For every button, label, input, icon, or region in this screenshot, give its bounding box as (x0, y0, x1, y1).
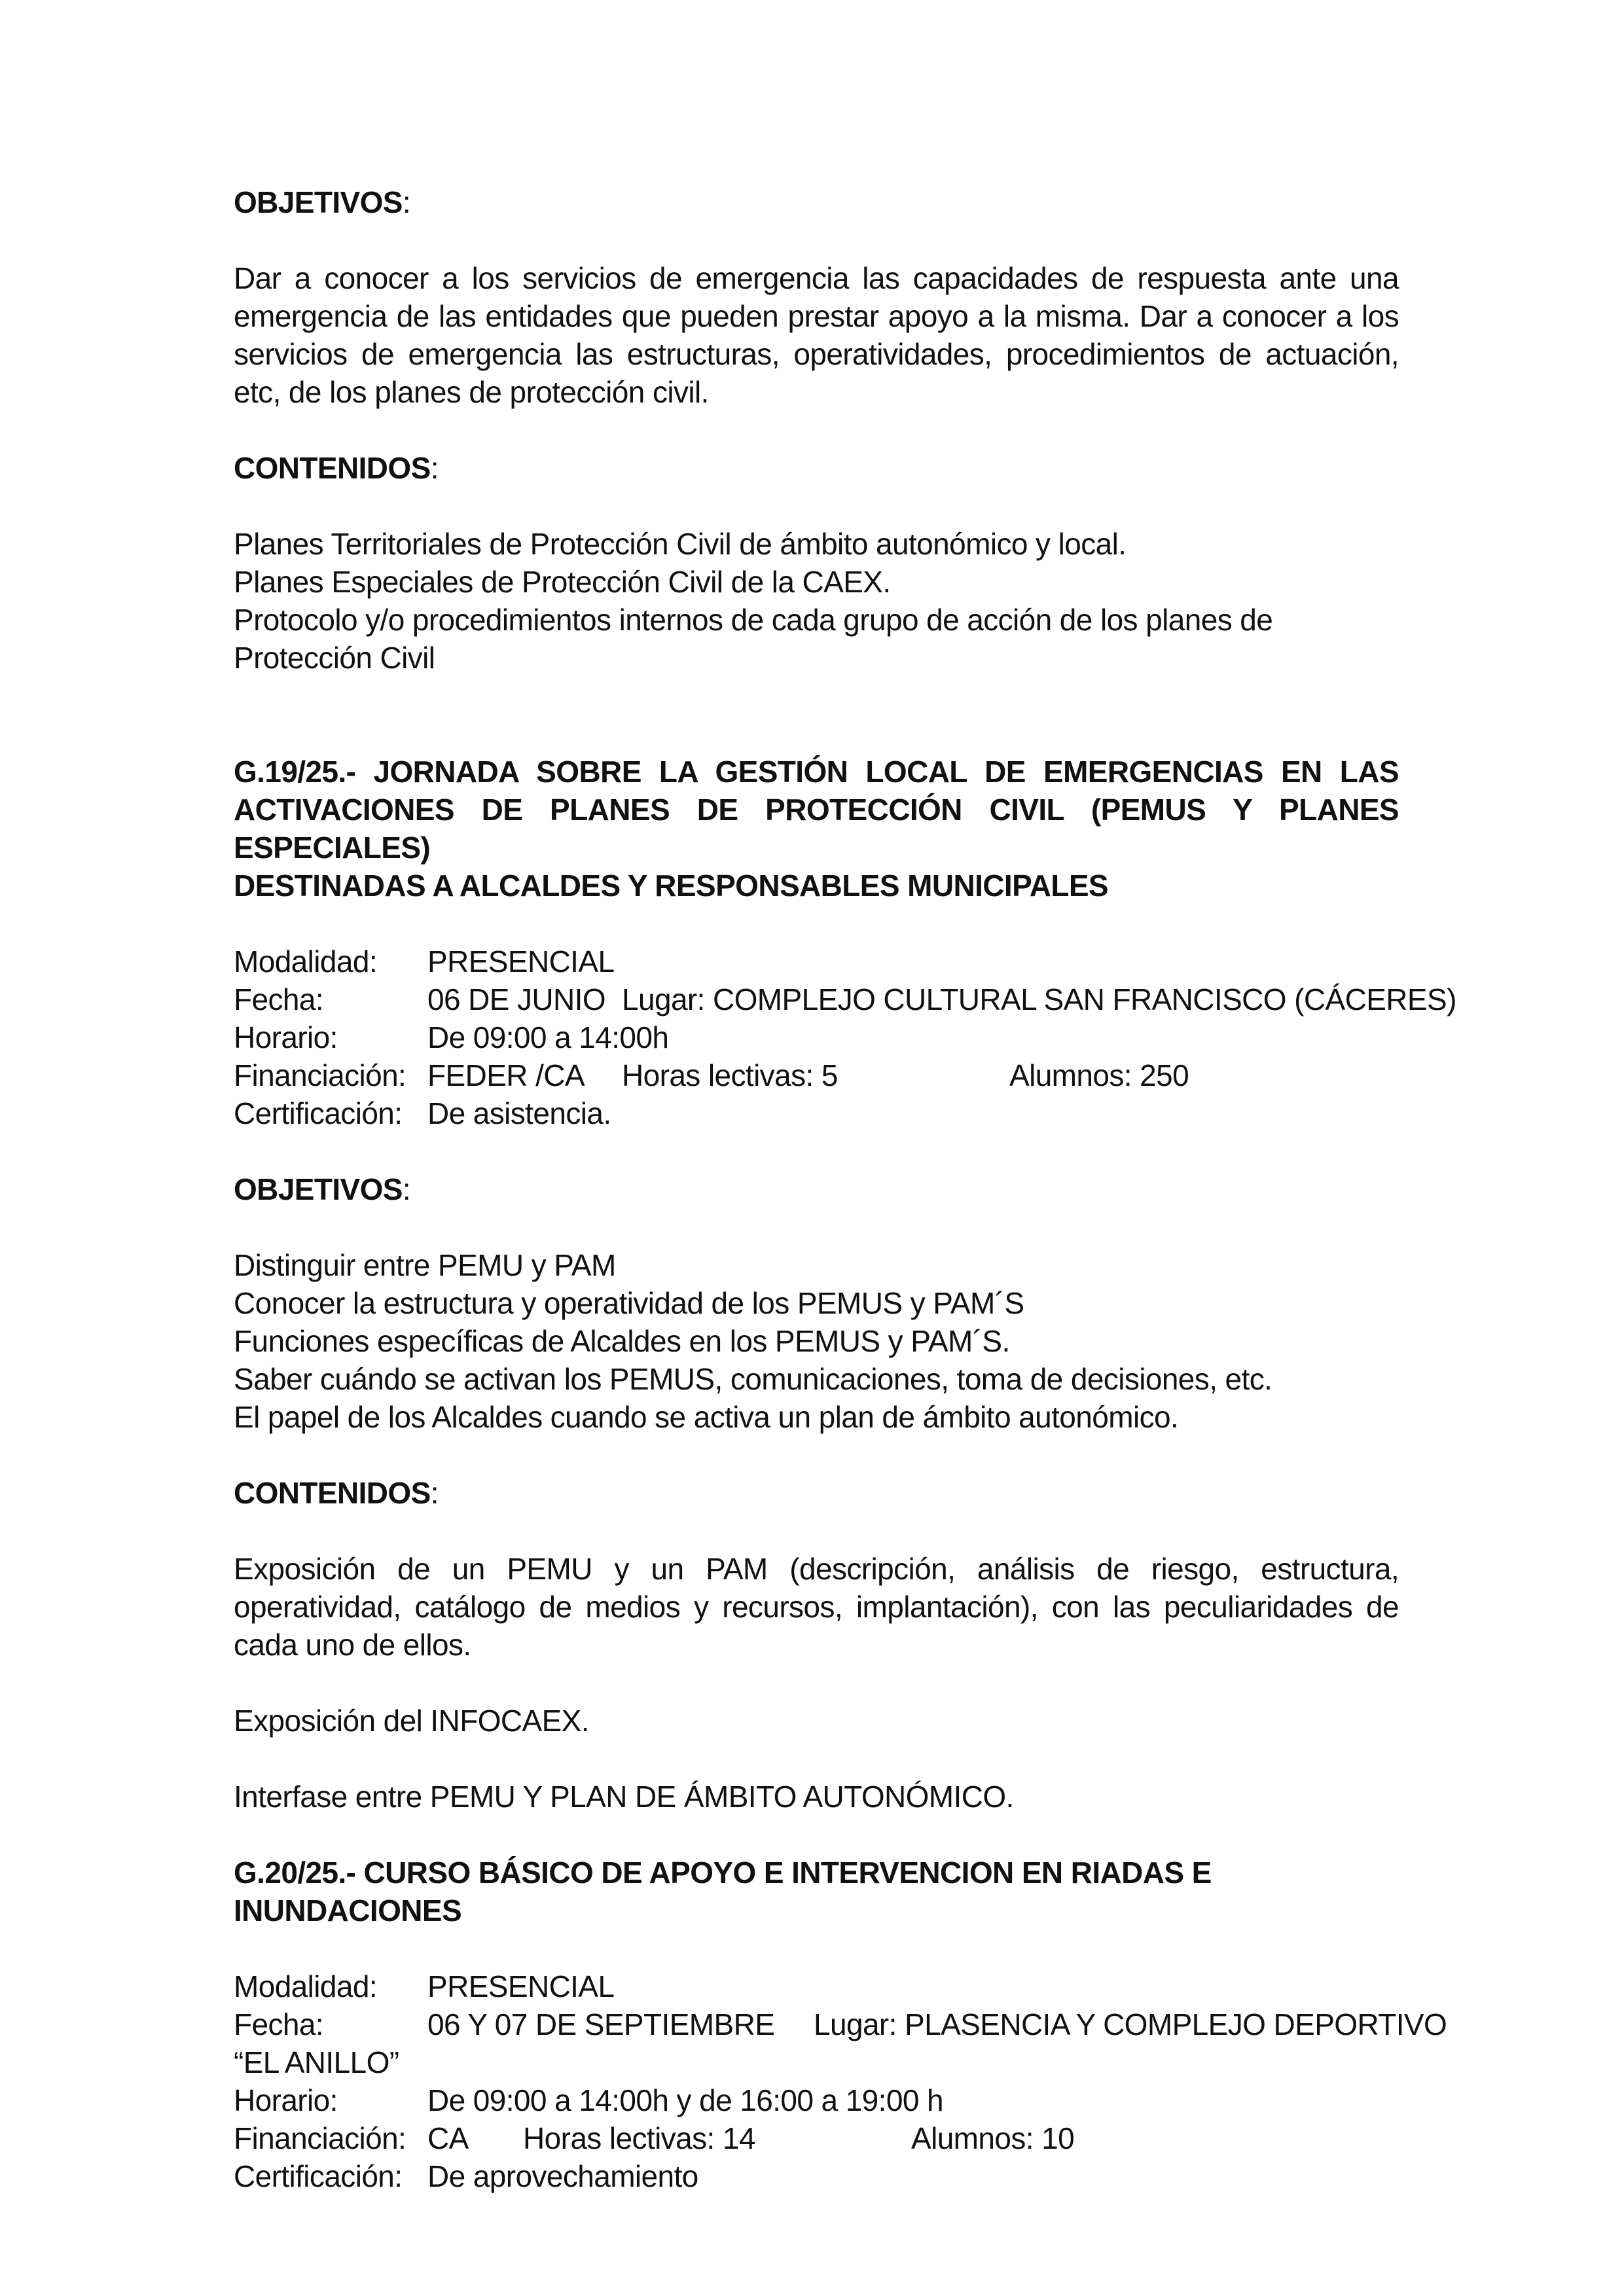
list-item: Conocer la estructura y operatividad de los PEMUS y PAM´S (234, 1286, 1024, 1320)
alumnos: Alumnos: 250 (1009, 1058, 1189, 1092)
modalidad-label: Modalidad: (234, 1969, 378, 2003)
horario-label: Horario: (234, 1020, 338, 1054)
modalidad-value: PRESENCIAL (427, 944, 615, 978)
list-item: Distinguir entre PEMU y PAM (234, 1248, 616, 1282)
contenidos-heading: CONTENIDOS: (234, 451, 439, 485)
list-item: El papel de los Alcaldes cuando se activa un plan de ámbito autonómico. (234, 1400, 1179, 1434)
certificacion-value: De aprovechamiento (427, 2159, 698, 2193)
financiacion-value: CA (427, 2121, 469, 2155)
lugar-value: Lugar: COMPLEJO CULTURAL SAN FRANCISCO (CÁCERES) (622, 982, 1456, 1016)
fecha-value: 06 DE JUNIO (427, 982, 606, 1016)
course-20-title: G.20/25.- CURSO BÁSICO DE APOYO E INTERVENCION EN RIADAS E INUNDACIONES (234, 1856, 1212, 1928)
objetivos-list (234, 1246, 1399, 1436)
certificacion-label: Certificación: (234, 1096, 403, 1130)
financiacion-label: Financiación: (234, 1058, 406, 1092)
course-20-details (234, 1967, 1447, 2195)
horario-value: De 09:00 a 14:00h (427, 1020, 669, 1054)
financiacion-value: FEDER /CA (427, 1058, 585, 1092)
contenidos-list (234, 525, 1399, 677)
list-item: Planes Territoriales de Protección Civil de ámbito autonómico y local. (234, 527, 1127, 561)
horario-value: De 09:00 a 14:00h y de 16:00 a 19:00 h (427, 2083, 943, 2117)
financiacion-label: Financiación: (234, 2121, 406, 2155)
horas-lectivas: Horas lectivas: 14 (523, 2121, 755, 2155)
list-item: Protocolo y/o procedimientos internos de cada grupo de acción de los planes de Protección Civil (234, 603, 1273, 675)
fecha-label: Fecha: (234, 2007, 324, 2041)
contenidos-paragraph: Exposición del INFOCAEX. (234, 1704, 589, 1738)
lugar-value: Lugar: PLASENCIA Y COMPLEJO DEPORTIVO (814, 2007, 1447, 2041)
horas-lectivas: Horas lectivas: 5 (622, 1058, 838, 1092)
document-page (234, 183, 1456, 2195)
objetivos-paragraph: Dar a conocer a los servicios de emergencia las capacidades de respuesta ante una emergencia de las entidades que pueden prestar apoyo a la misma. Dar a conocer a los servicios de emergencia las estructuras, operatividades, procedimientos de actuación, etc, de los planes de protección civil. (234, 261, 1399, 409)
fecha-label: Fecha: (234, 982, 324, 1016)
alumnos: Alumnos: 10 (911, 2121, 1075, 2155)
modalidad-value: PRESENCIAL (427, 1969, 615, 2003)
contenidos-heading: CONTENIDOS: (234, 1476, 439, 1510)
list-item: Funciones específicas de Alcaldes en los PEMUS y PAM´S. (234, 1324, 1010, 1358)
objetivos-heading: OBJETIVOS: (234, 185, 411, 219)
certificacion-label: Certificación: (234, 2159, 403, 2193)
horario-label: Horario: (234, 2083, 338, 2117)
certificacion-value: De asistencia. (427, 1096, 611, 1130)
course-19-details (234, 942, 1456, 1132)
fecha-value: 06 Y 07 DE SEPTIEMBRE (427, 2007, 775, 2041)
contenidos-paragraph: Interfase entre PEMU Y PLAN DE ÁMBITO AUTONÓMICO. (234, 1780, 1014, 1814)
contenidos-paragraph: Exposición de un PEMU y un PAM (descripción, análisis de riesgo, estructura, operatividad, catálogo de medios y recursos, implantación), con las peculiaridades de cada uno de ellos. (234, 1552, 1399, 1662)
list-item: Planes Especiales de Protección Civil de la CAEX. (234, 565, 891, 599)
course-19-title: G.19/25.- JORNADA SOBRE LA GESTIÓN LOCAL DE EMERGENCIAS EN LAS ACTIVACIONES DE PLANES DE PROTECCIÓN CIVIL (PEMUS Y PLANES ESPECIALES) DESTINADAS A ALCALDES Y RESPONSABLES MUNICIPALES (234, 755, 1399, 903)
lugar-continuation: “EL ANILLO” (234, 2045, 399, 2079)
list-item: Saber cuándo se activan los PEMUS, comunicaciones, toma de decisiones, etc. (234, 1362, 1272, 1396)
objetivos-heading: OBJETIVOS: (234, 1172, 411, 1206)
modalidad-label: Modalidad: (234, 944, 378, 978)
